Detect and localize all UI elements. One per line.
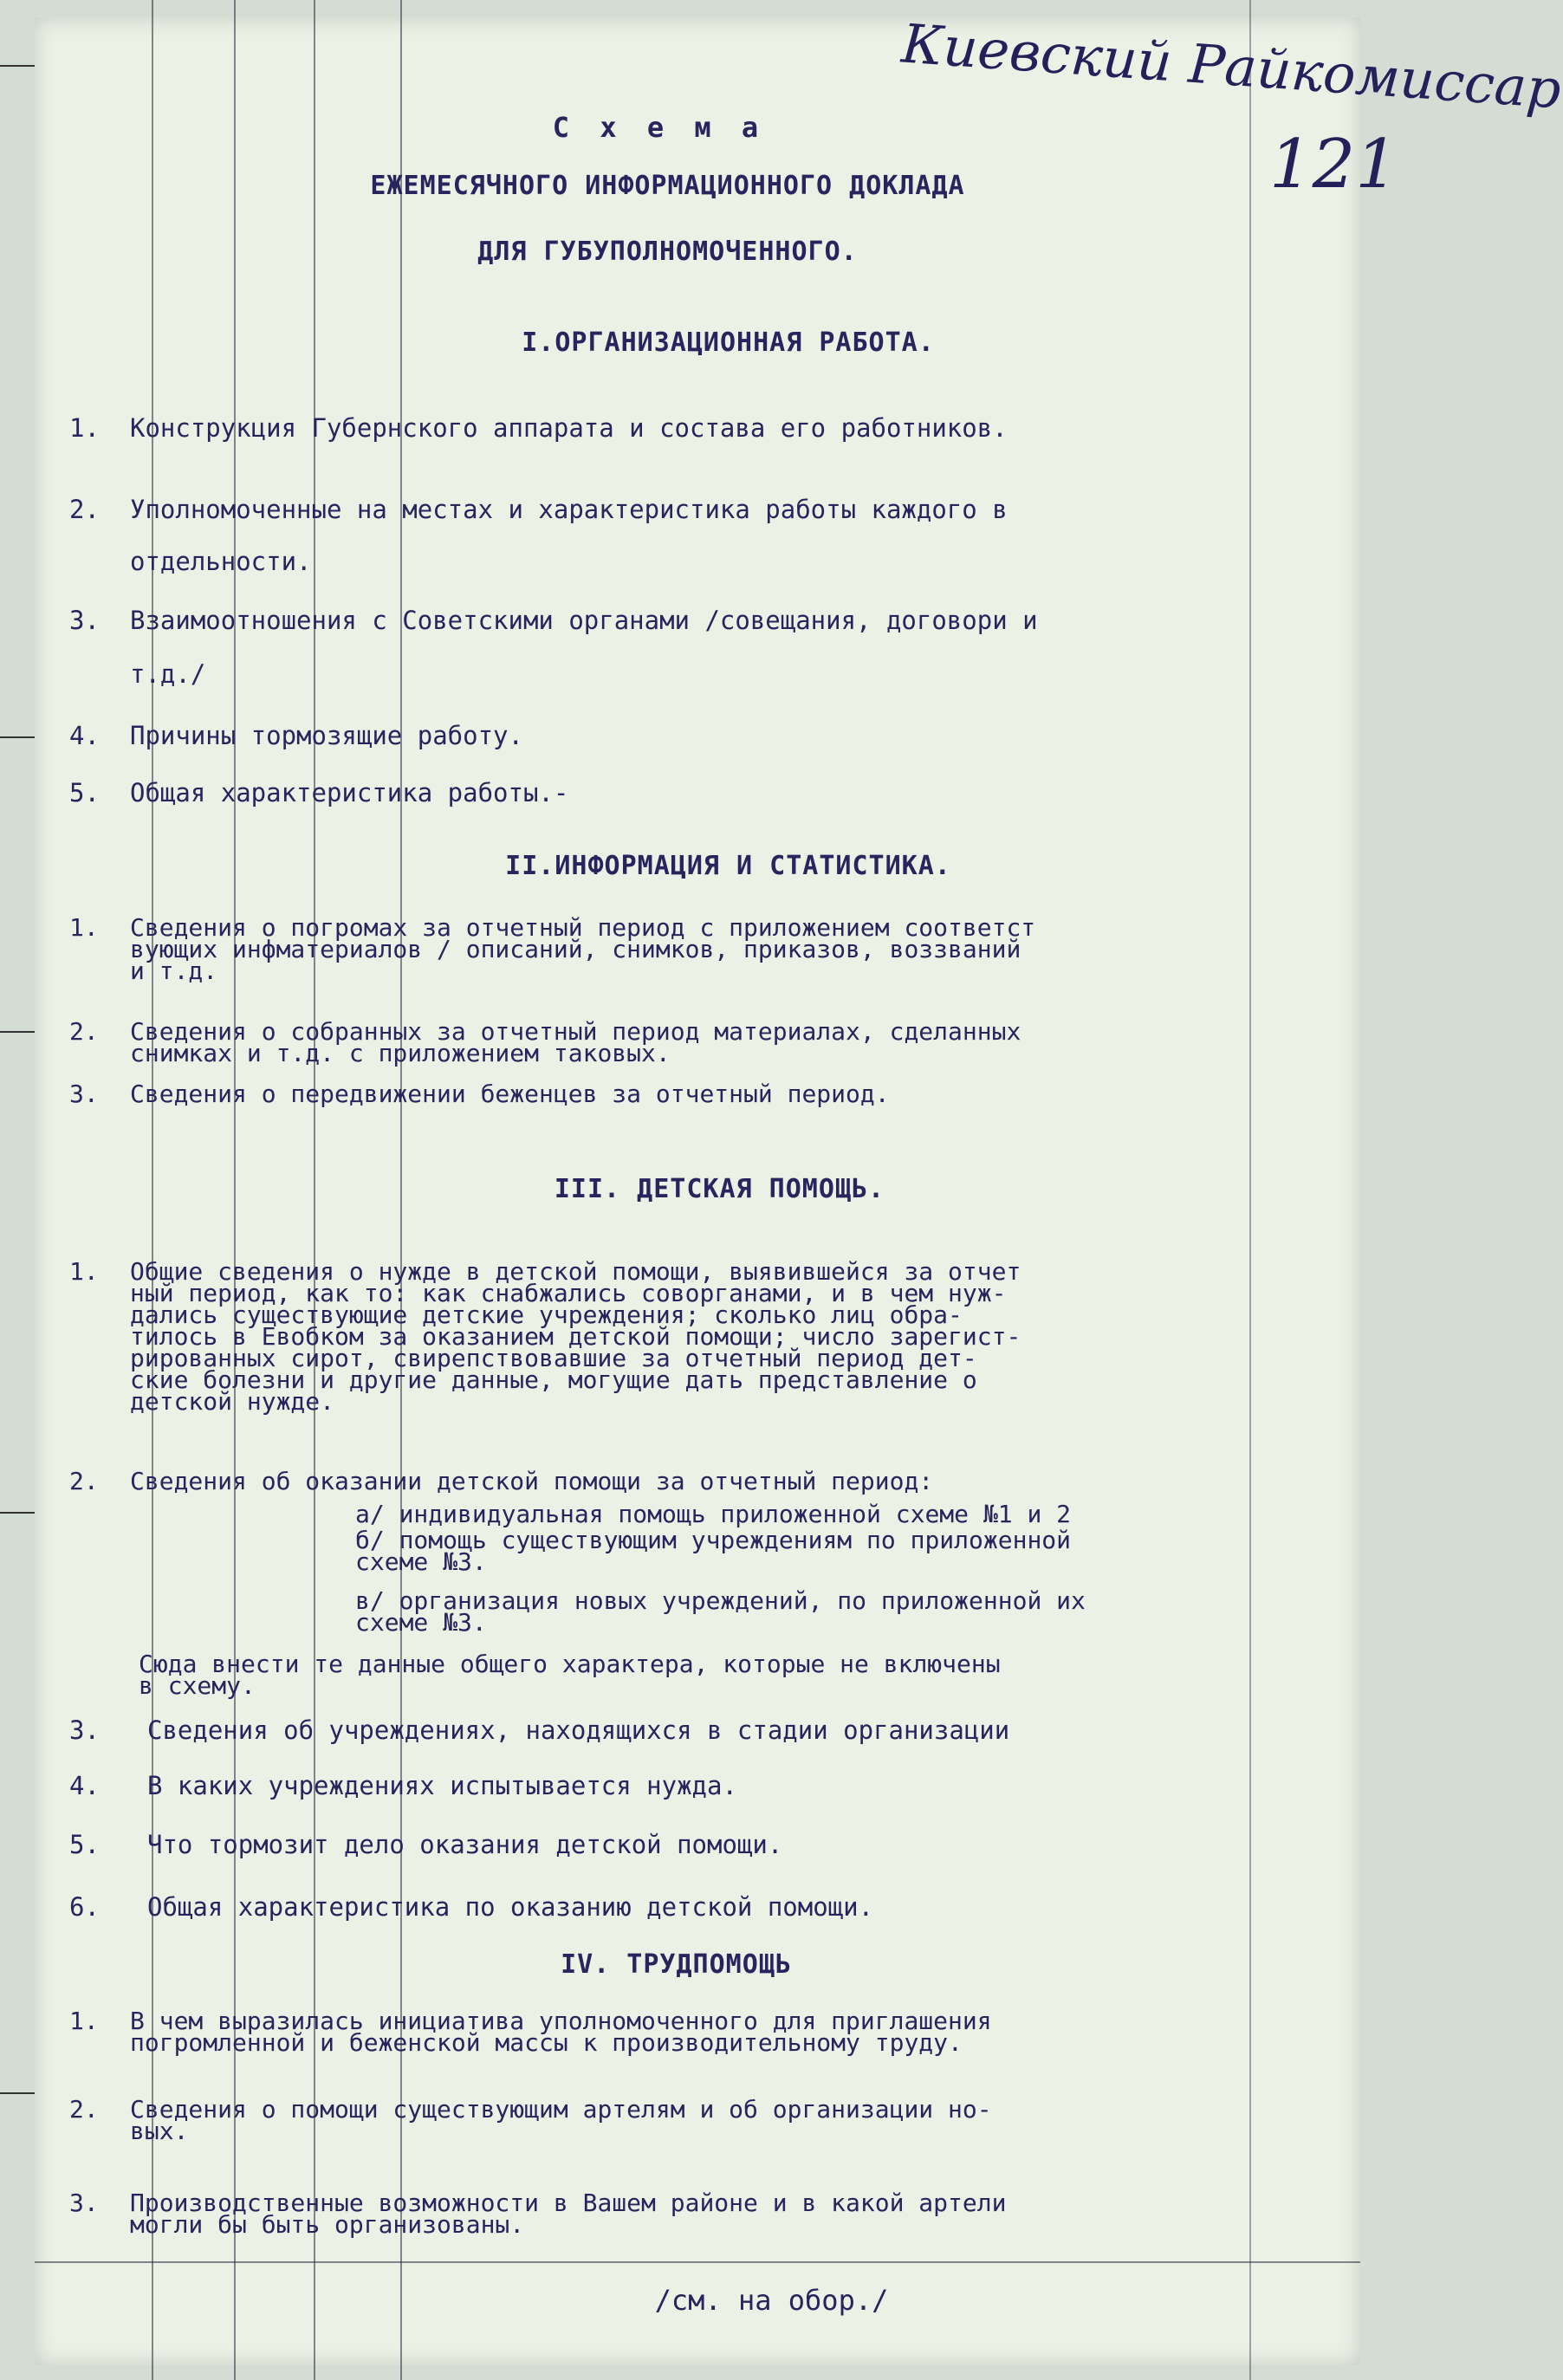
item-text: а/ индивидуальная помощь приложенной схеме №1 и 2 (355, 1500, 1072, 1528)
item-number: 3. (69, 2189, 99, 2217)
item-text: Сведения об оказании детской помощи за отчетный период: (130, 1467, 934, 1495)
item-number: 4. (69, 1771, 100, 1800)
section-heading: III. ДЕТСКАЯ ПОМОЩЬ. (554, 1174, 885, 1204)
item-text: в/ организация новых учреждений, по приложенной их схеме №3. (355, 1586, 1086, 1637)
item-text: Сведения об учреждениях, находящихся в стадии организации (147, 1715, 1010, 1745)
item-text: Причины тормозящие работу. (130, 721, 523, 750)
document-title: С х е м а (552, 111, 766, 144)
margin-tab (0, 736, 35, 738)
item-number: 2. (69, 495, 100, 524)
item-text: Общая характеристика по оказанию детской помощи. (147, 1892, 874, 1922)
item-number: 2. (69, 1017, 99, 1046)
handwritten-page-number: 121 (1269, 126, 1398, 204)
item-number: 3. (69, 606, 100, 635)
item-text: Сведения о погромах за отчетный период с приложением соответст вующих инфматериалов / описаний, снимков, приказов, воззваний и т.д. (130, 913, 1036, 985)
item-text: Взаимоотношения с Советскими органами /совещания, договори и т.д./ (130, 606, 1038, 689)
item-number: 1. (69, 2007, 99, 2035)
document-subtitle: ЕЖЕМЕСЯЧНОГО ИНФОРМАЦИОННОГО ДОКЛАДА (370, 171, 965, 201)
section-heading: IV. ТРУДПОМОЩЬ (561, 1949, 792, 1980)
document-subtitle: ДЛЯ ГУБУПОЛНОМОЧЕННОГО. (477, 237, 858, 267)
margin-tab (0, 1512, 35, 1514)
item-text: Общая характеристика работы.- (130, 778, 569, 807)
item-text: В чем выразилась инициатива уполномоченного для приглашения погромленной и беженской массы к производительному труду. (130, 2007, 992, 2057)
turn-over-note: /см. на обор./ (654, 2284, 889, 2317)
item-text: Сведения о помощи существующим артелям и об организации но- вых. (130, 2095, 992, 2145)
item-text: Что тормозит дело оказания детской помощи. (147, 1830, 783, 1859)
footer-rule (35, 2261, 1360, 2263)
section-heading: I.ОРГАНИЗАЦИОННАЯ РАБОТА. (522, 327, 935, 358)
item-text: б/ помощь существующим учреждениям по приложенной схеме №3. (355, 1526, 1072, 1576)
section-heading: II.ИНФОРМАЦИЯ И СТАТИСТИКА. (505, 851, 951, 881)
item-number: 5. (69, 778, 100, 807)
margin-tab (0, 65, 35, 67)
item-text: Уполномоченные на местах и характеристика работы каждого в отдельности. (130, 495, 1008, 576)
item-number: 3. (69, 1080, 99, 1108)
item-text: Производственные возможности в Вашем районе и в какой артели могли бы быть организованы. (130, 2189, 1007, 2239)
item-number: 3. (69, 1715, 100, 1745)
item-number: 1. (69, 413, 100, 443)
item-text: Сведения о передвижении беженцев за отчетный период. (130, 1080, 890, 1108)
item-text: В каких учреждениях испытывается нужда. (147, 1771, 737, 1800)
item-text: Общие сведения о нужде в детской помощи, выявившейся за отчет ный период, как то: как снабжались соворганами, и в чем нуж- дались существующие детские учреждения; сколько лиц обра- тилось в Евобком за оказанием детской помощи; число зарегист- рированных сирот, свирепствовавшие за отчетный период дет- ские болезни и другие данные, могущие дать представление о детской нужде. (130, 1257, 1021, 1416)
margin-tab (0, 1031, 35, 1033)
item-number: 1. (69, 1257, 99, 1286)
item-number: 4. (69, 721, 100, 750)
margin-tab (0, 2092, 35, 2094)
item-number: 2. (69, 2095, 99, 2124)
handwritten-annotation: Киевский Райкомиссар (899, 11, 1563, 121)
item-number: 2. (69, 1467, 99, 1495)
item-text: Сюда внести те данные общего характера, которые не включены в схему. (139, 1650, 1001, 1700)
item-text: Сведения о собранных за отчетный период материалах, сделанных снимках и т.д. с приложением таковых. (130, 1017, 1021, 1067)
item-number: 5. (69, 1830, 100, 1859)
item-number: 6. (69, 1892, 100, 1922)
item-number: 1. (69, 913, 99, 942)
item-text: Конструкция Губернского аппарата и состава его работников. (130, 413, 1008, 443)
